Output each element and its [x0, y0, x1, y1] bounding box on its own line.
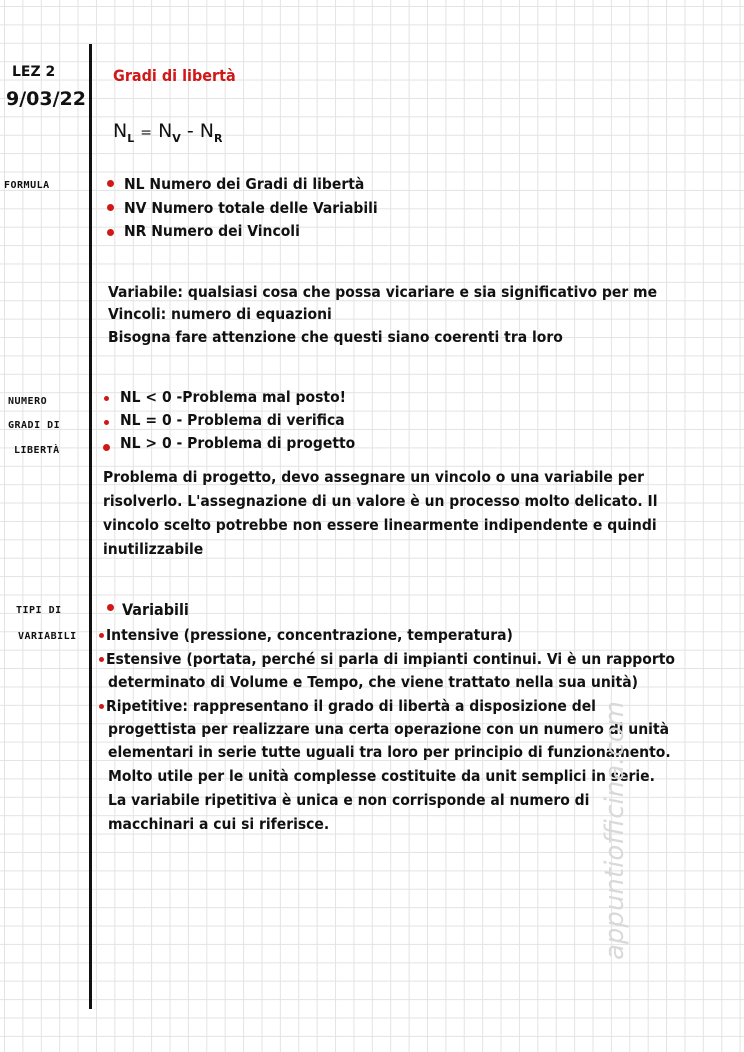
case-positive: NL > 0 - Problema di progetto	[120, 434, 356, 452]
variabili-intensive: Intensive (pressione, concentrazione, temperatura)	[106, 626, 513, 644]
bullet-dot	[107, 604, 114, 611]
bullet-dot	[107, 204, 114, 211]
variabili-ripetitive-cont: macchinari a cui si riferisce.	[108, 815, 330, 833]
margin-gradi-di: GRADI DI	[8, 420, 61, 431]
note-variabile: Variabile: qualsiasi cosa che possa vicariare e sia significativo per me	[108, 283, 658, 301]
bullet-dot	[104, 420, 109, 425]
variabili-ripetitive-cont: elementari in serie tutte uguali tra loro per principio di funzionamento.	[108, 743, 671, 761]
variabili-ripetitive-cont: Molto utile per le unità complesse costituite da unit semplici in serie.	[108, 767, 655, 785]
formula-nl-sub: L	[127, 131, 135, 145]
margin-liberta: LIBERTÀ	[14, 445, 60, 456]
definition-nv: NV Numero totale delle Variabili	[124, 199, 378, 217]
lesson-date: 9/03/22	[6, 88, 86, 110]
bullet-dot	[107, 229, 114, 236]
formula-nv: N	[158, 120, 173, 142]
note-coerenza: Bisogna fare attenzione che questi siano coerenti tra loro	[108, 328, 563, 346]
formula-nv-sub: V	[172, 131, 181, 145]
bullet-dot	[99, 657, 104, 662]
bullet-dot	[107, 180, 114, 187]
watermark: appuntiofficina.com	[600, 701, 630, 960]
formula-minus: -	[186, 120, 194, 142]
variabili-estensive: Estensive (portata, perché si parla di impianti continui. Vi è un rapporto	[106, 650, 675, 668]
definition-nr: NR Numero dei Vincoli	[124, 222, 300, 240]
degrees-of-freedom-formula	[113, 120, 222, 145]
case-zero: NL = 0 - Problema di verifica	[120, 411, 345, 429]
lesson-number: LEZ 2	[12, 64, 56, 80]
margin-line	[89, 44, 92, 1009]
formula-equals: =	[140, 125, 153, 141]
paragraph-line: risolverlo. L'assegnazione di un valore è un processo molto delicato. Il	[103, 492, 658, 510]
paragraph-line: vincolo scelto potrebbe non essere linearmente indipendente e quindi	[103, 516, 657, 534]
variabili-estensive-cont: determinato di Volume e Tempo, che viene trattato nella sua unità)	[108, 673, 638, 691]
bullet-dot	[99, 704, 104, 709]
variabili-ripetitive-cont: La variabile ripetitiva è unica e non corrisponde al numero di	[108, 791, 590, 809]
variabili-ripetitive-cont: progettista per realizzare una certa operazione con un numero di unità	[108, 720, 670, 738]
bullet-dot	[103, 444, 110, 451]
margin-tipi-di: TIPI DI	[16, 605, 62, 616]
note-vincoli: Vincoli: numero di equazioni	[108, 305, 332, 323]
formula-nr-sub: R	[213, 131, 223, 145]
formula-nl: N	[113, 120, 128, 142]
variabili-ripetitive: Ripetitive: rappresentano il grado di libertà a disposizione del	[106, 697, 596, 715]
case-negative: NL < 0 -Problema mal posto!	[120, 388, 347, 406]
definition-nl: NL Numero dei Gradi di libertà	[124, 175, 365, 193]
formula-nr: N	[199, 120, 214, 142]
margin-numero: NUMERO	[8, 396, 48, 407]
bullet-dot	[104, 396, 109, 401]
page-title: Gradi di libertà	[113, 66, 236, 85]
paragraph-line: Problema di progetto, devo assegnare un vincolo o una variabile per	[103, 468, 645, 486]
paragraph-line: inutilizzabile	[103, 540, 204, 558]
margin-variabili: VARIABILI	[18, 631, 77, 642]
margin-formula: FORMULA	[4, 180, 50, 191]
variabili-heading: Variabili	[122, 600, 189, 619]
bullet-dot	[99, 633, 104, 638]
